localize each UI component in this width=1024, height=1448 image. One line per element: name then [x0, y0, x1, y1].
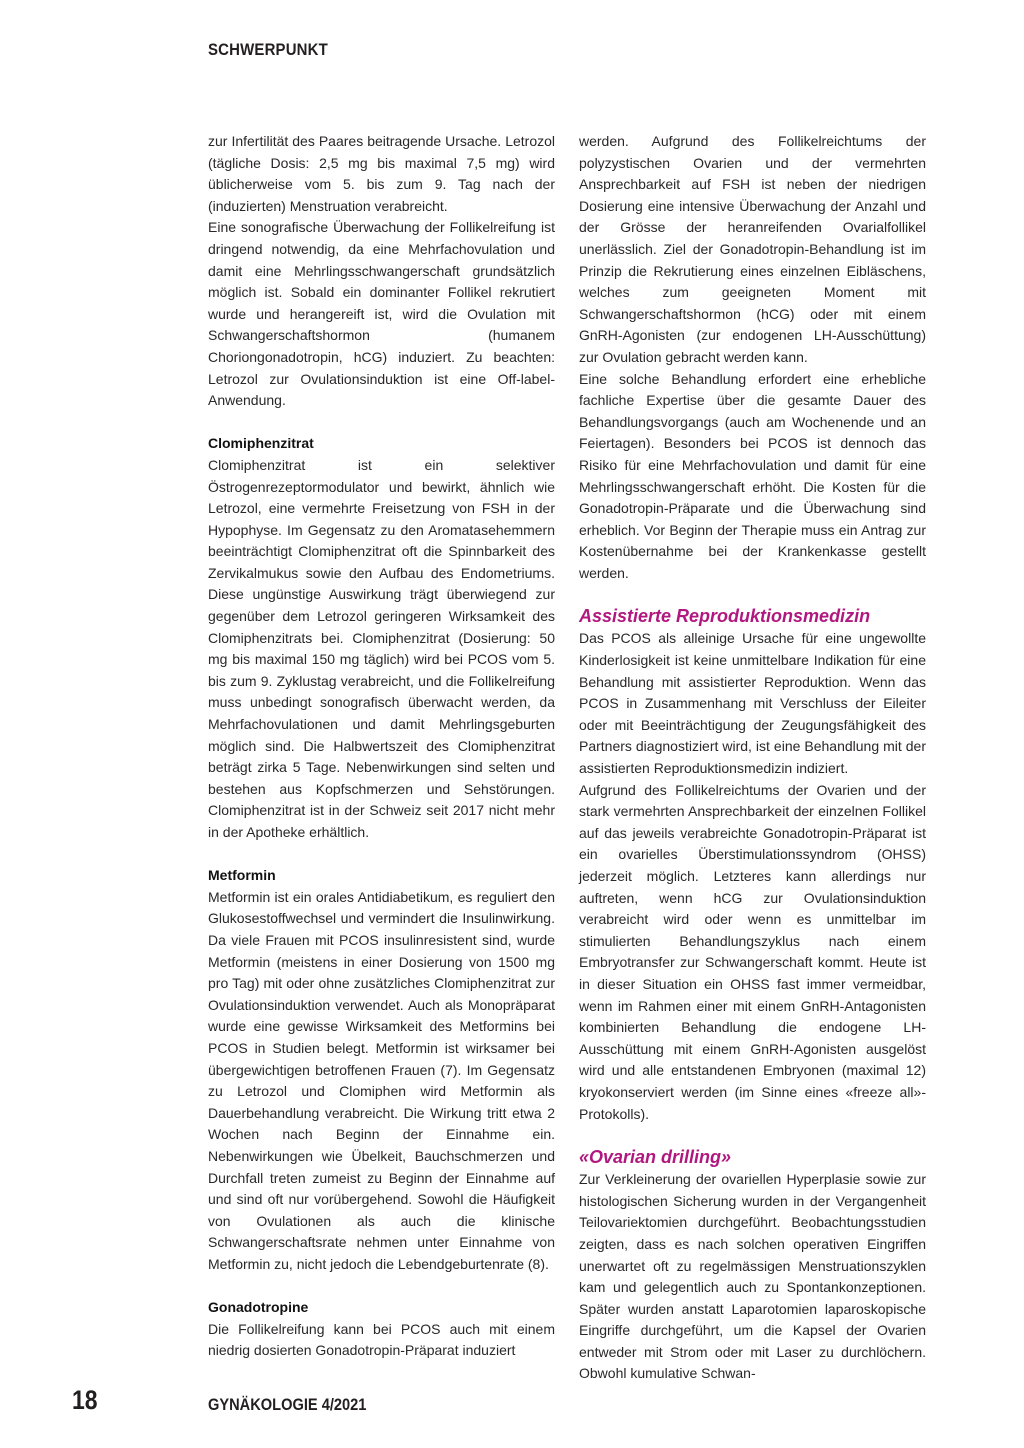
- paragraph: Metformin ist ein orales Antidiabetikum, es reguliert den Glukosestoffwechsel und vermindert die Insulinwirkung. Da viele Frauen mit PCOS insulinresistent sind, wurde Metformin (meistens in einer Dosierung von 1500 mg pro Tag) mit oder ohne zusätzliches Clomiphenzitrat zur Ovulationsinduktion verwendet. Auch als Monopräparat wurde eine gewisse Wirksamkeit des Metformins bei PCOS in Studien belegt. Metformin ist wirksamer bei übergewichtigen betroffenen Frauen (7). Im Gegensatz zu Letrozol und Clomiphen wird Metformin als Dauerbehandlung verabreicht. Die Wirkung tritt etwa 2 Wochen nach Beginn der Einnahme ein. Nebenwirkungen wie Übelkeit, Bauchschmerzen und Durchfall treten zumeist zu Beginn der Einnahme auf und sind oft nur vorübergehend. Sowohl die Häufigkeit von Ovulationen als auch die klinische Schwangerschaftsrate nehmen unter Einnahme von Metformin zu, nicht jedoch die Lebendgeburtenrate (8).: [208, 888, 555, 1272]
- spacer: [208, 844, 555, 866]
- paragraph: Das PCOS als alleinige Ursache für eine ungewollte Kinderlosigkeit ist keine unmittelbare Indikation für eine Behandlung mit assistierter Reproduktion. Wenn das PCOS in Zusammenhang mit Verschluss der Eileiter oder mit Beeinträchtigung der Zeugungsfähigkeit des Partners diagnostiziert wird, ist eine Behandlung mit der assistierten Reproduktionsmedizin indiziert.: [579, 630, 926, 777]
- subheading-gonadotropine: Gonadotropine: [208, 1299, 309, 1316]
- paragraph: zur Infertilität des Paares beitragende Ursache. Letrozol (tägliche Dosis: 2,5 mg bis maximal 7,5 mg) wird üblicherweise vom 5. bis zum 9. Tag nach der (induzierten) Menstruation verabreicht.: [208, 133, 555, 214]
- spacer: [579, 1125, 926, 1145]
- section-title-assistierte-reproduktionsmedizin: Assistierte Reproduktionsmedizin: [579, 606, 871, 627]
- right-column: [579, 131, 926, 1385]
- paragraph: Zur Verkleinerung der ovariellen Hyperplasie sowie zur histologischen Sicherung wurden in der Vergangenheit Teilovariektomien durchgeführt. Beobachtungsstudien zeigten, dass es nach solchen operativen Eingriffen unerwartet oft zu regelmässigen Menstruationszyklen kam und gelegentlich auch zu Spontankonzeptionen. Später wurden anstatt Laparotomien laparoskopische Eingriffe durchgeführt, um die Kapsel der Ovarien entweder mit Strom oder mit Laser zu durchlöchern. Obwohl kumulative Schwan-: [579, 1171, 926, 1382]
- paragraph: Eine solche Behandlung erfordert eine erhebliche fachliche Expertise über die gesamte Dauer des Behandlungsvorgangs (auch am Wochenende und an Feiertagen). Besonders bei PCOS ist dennoch das Risiko für eine Mehrfachovulation und damit für eine Mehrlingsschwangerschaft erhöht. Die Kosten für die Gonadotropin-Präparate und die Überwachung sind erheblich. Vor Beginn der Therapie muss ein Antrag zur Kostenübernahme bei der Krankenkasse gestellt werden.: [579, 370, 926, 581]
- spacer: [579, 584, 926, 604]
- paragraph: werden. Aufgrund des Follikelreichtums der polyzystischen Ovarien und der vermehrten Ansprechbarkeit auf FSH ist neben der niedrigen Dosierung eine intensive Überwachung der Anzahl und der Grösse der heranreifenden Ovarialfollikel unerlässlich. Ziel der Gonadotropin-Behandlung ist im Prinzip die Rekrutierung eines einzelnen Eibläschens, welches zum geeigneten Moment mit Schwangerschaftshormon (hCG) oder mit einem GnRH-Agonisten (zur endogenen LH-Ausschüttung) zur Ovulation gebracht werden kann.: [579, 133, 926, 365]
- subheading-clomiphenzitrat: Clomiphenzitrat: [208, 435, 314, 452]
- journal-title: GYNÄKOLOGIE 4/2021: [208, 1395, 367, 1414]
- paragraph: Clomiphenzitrat ist ein selektiver Östrogenrezeptormodulator und bewirkt, ähnlich wie Letrozol, eine vermehrte Freisetzung von FSH in der Hypophyse. Im Gegensatz zu den Aromatasehemmern beeinträchtigt Clomiphenzitrat oft die Spinnbarkeit des Zervikalmukus sowie den Aufbau des Endometriums. Diese ungünstige Auswirkung trägt überwiegend zur gegenüber dem Letrozol geringeren Wirksamkeit des Clomiphenzitrats bei. Clomiphenzitrat (Dosierung: 50 mg bis maximal 150 mg täglich) wird bei PCOS vom 5. bis zum 9. Zyklustag verabreicht, und die Follikelreifung muss unbedingt sonografisch überwacht werden, da Mehrfachovulationen und damit Mehrlingsgeburten möglich sind. Die Halbwertszeit des Clomiphenzitrat beträgt zirka 5 Tage. Nebenwirkungen sind selten und bestehen aus Kopfschmerzen und Sehstörungen. Clomiphenzitrat ist in der Schweiz seit 2017 nicht mehr in der Apotheke erhältlich.: [208, 456, 555, 840]
- spacer: [208, 412, 555, 434]
- section-title-ovarian-drilling: «Ovarian drilling»: [579, 1147, 732, 1168]
- section-label: SCHWERPUNKT: [208, 40, 328, 59]
- subheading-metformin: Metformin: [208, 867, 276, 884]
- spacer: [208, 1275, 555, 1297]
- paragraph: Die Follikelreifung kann bei PCOS auch mit einem niedrig dosierten Gonadotropin-Präparat induziert: [208, 1320, 555, 1359]
- paragraph: Eine sonografische Überwachung der Follikelreifung ist dringend notwendig, da eine Mehrfachovulation und damit eine Mehrlingsschwangerschaft grundsätzlich möglich ist. Sobald ein dominanter Follikel rekrutiert wurde und herangereift ist, wird die Ovulation mit Schwangerschaftshormon (humanem Choriongonadotropin, hCG) induziert. Zu beachten: Letrozol zur Ovulationsinduktion ist eine Off-label-Anwendung.: [208, 219, 555, 409]
- paragraph: Aufgrund des Follikelreichtums der Ovarien und der stark vermehrten Ansprechbarkeit der einzelnen Follikel auf das jeweils verabreichte Gonadotropin-Präparat ist ein ovarielles Überstimulationssyndrom (OHSS) jederzeit möglich. Letzteres kann allerdings nur auftreten, wenn hCG zur Ovulationsinduktion verabreicht wird oder wenn es unmittelbar im stimulierten Behandlungszyklus nach einem Embryotransfer zur Schwangerschaft kommt. Heute ist in dieser Situation ein OHSS fast immer vermeidbar, wenn im Rahmen einer mit einem GnRH-Antagonisten kombinierten Behandlung die endogene LH-Ausschüttung mit einem GnRH-Agonisten ausgelöst wird und alle entstandenen Embryonen (maximal 12) kryokonserviert werden (im Sinne eines «freeze all»-Protokolls).: [579, 781, 926, 1122]
- page-number: 18: [72, 1385, 98, 1415]
- left-column: [208, 131, 555, 1362]
